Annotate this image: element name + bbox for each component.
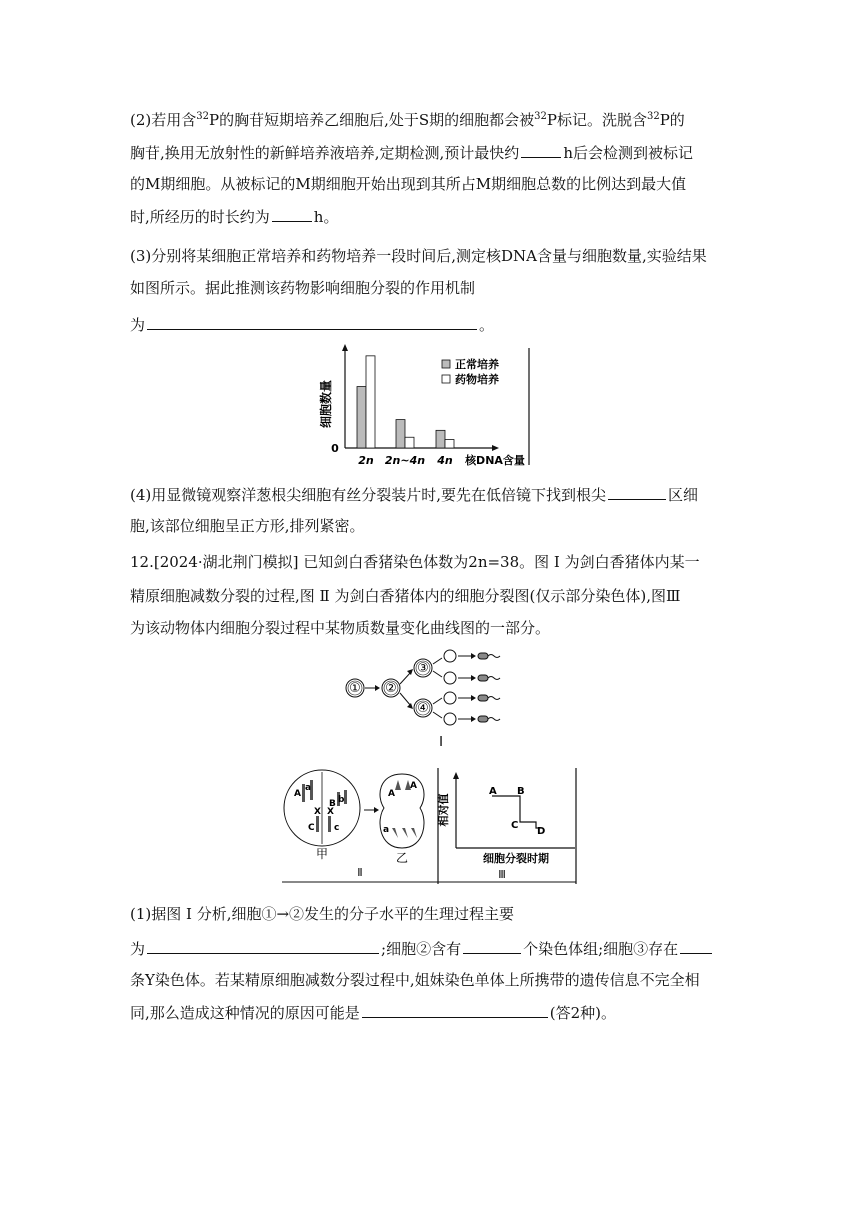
q12-line3: 为该动物体内细胞分裂过程中某物质数量变化曲线图的一部分。	[130, 619, 551, 637]
figure-3-caption: Ⅲ	[498, 868, 506, 881]
answer-blank[interactable]	[608, 484, 666, 500]
answer-blank[interactable]	[147, 314, 477, 330]
svg-text:A: A	[489, 786, 497, 797]
q12-sub1-line4: 同,那么造成这种情况的原因可能是 (答2种)。	[130, 1004, 617, 1022]
cell-jia-label: 甲	[315, 847, 329, 861]
x-tick-label-2: 4n	[437, 454, 453, 467]
cell-3-label: ③	[417, 661, 429, 676]
q11-part3-line1: (3)分别将某细胞正常培养和药物培养一段时间后,测定核DNA含量与细胞数量,实验结果	[130, 247, 707, 265]
q12-sub1-line3: 条Y染色体。若某精原细胞减数分裂过程中,姐妹染色单体上所携带的遗传信息不完全相	[130, 971, 700, 989]
spermatids-and-sperm	[433, 650, 500, 725]
legend-label-normal: 正常培养	[455, 358, 499, 371]
fig3-y-label: 相对值	[437, 793, 450, 827]
bar-normal-1	[396, 420, 405, 448]
svg-text:A: A	[410, 781, 417, 791]
cell-1-label: ①	[349, 681, 361, 696]
bar-drug-1	[405, 437, 414, 448]
svg-text:A: A	[388, 789, 395, 799]
answer-blank[interactable]	[362, 1002, 548, 1018]
bar-normal-2	[436, 430, 445, 448]
q12-line2: 精原细胞减数分裂的过程,图 Ⅱ 为剑白香猪体内的细胞分裂图(仅示部分染色体),图Ⅲ	[130, 587, 681, 605]
answer-blank[interactable]	[147, 938, 379, 954]
svg-text:C: C	[308, 823, 315, 833]
svg-text:B: B	[517, 786, 525, 797]
q11-part3-line3: 为 。	[130, 316, 495, 334]
svg-text:b: b	[338, 795, 345, 805]
q12-line1: 12.[2024·湖北荆门模拟] 已知剑白香猪染色体数为2n=38。图 Ⅰ 为剑白香猪体内某一	[130, 553, 700, 571]
cell-2-label: ②	[385, 681, 397, 696]
dna-content-bar-chart	[300, 340, 540, 470]
cell-4-label: ④	[417, 701, 429, 716]
bar-drug-0	[366, 356, 375, 448]
fig3-x-label: 细胞分裂时期	[483, 852, 549, 865]
q11-part2-line3: 的M期细胞。从被标记的M期细胞开始出现到其所占M期细胞总数的比例达到最大值	[130, 175, 687, 193]
y-axis-arrow	[342, 344, 348, 351]
q11-part4-line2: 胞,该部位细胞呈正方形,排列紧密。	[130, 517, 365, 535]
svg-text:X: X	[314, 807, 321, 817]
cell-yi-label: 乙	[395, 851, 409, 865]
svg-text:c: c	[334, 823, 340, 833]
figure-1-meiosis-process	[336, 646, 536, 752]
svg-text:a: a	[383, 825, 390, 835]
fig3-point-labels	[489, 786, 545, 837]
svg-text:a: a	[305, 783, 312, 793]
svg-text:X: X	[327, 807, 334, 817]
svg-text:C: C	[511, 820, 519, 831]
q11-part2-line2: 胸苷,换用无放射性的新鲜培养液培养,定期检测,预计最快约 h后会检测到被标记	[130, 144, 693, 162]
figure-2-3-group	[280, 766, 590, 888]
answer-blank[interactable]	[463, 938, 521, 954]
x-axis-label: 核DNA含量	[465, 454, 525, 467]
figure-1-caption: Ⅰ	[439, 735, 443, 750]
q11-part3-line2: 如图所示。据此推测该药物影响细胞分裂的作用机制	[130, 279, 476, 297]
origin-label: 0	[331, 442, 339, 455]
y-axis-label: 细胞数量	[319, 379, 333, 429]
legend-label-drug: 药物培养	[455, 373, 499, 386]
cell-yi	[380, 774, 424, 848]
svg-text:D: D	[537, 826, 546, 837]
x-tick-label-1: 2n~4n	[384, 454, 426, 467]
figure-2-caption: Ⅱ	[357, 866, 363, 879]
q12-sub1-line1: (1)据图 Ⅰ 分析,细胞①→②发生的分子水平的生理过程主要	[130, 905, 515, 923]
x-axis-arrow	[492, 445, 499, 451]
legend-swatch-normal	[442, 360, 450, 368]
bar-drug-2	[445, 440, 454, 448]
answer-blank[interactable]	[272, 206, 312, 222]
answer-blank[interactable]	[680, 938, 712, 954]
q11-part2-line1: (2)若用含$^{32}$P的胸苷短期培养乙细胞后,处于S期的细胞都会被$^{32}$P标记。洗脱含$^{32}$P的	[130, 111, 685, 129]
bar-normal-0	[357, 387, 366, 448]
q11-part2-line4: 时,所经历的时长约为 h。	[130, 208, 339, 226]
x-tick-label-0: 2n	[358, 454, 374, 467]
answer-blank[interactable]	[521, 142, 561, 158]
legend-swatch-drug	[442, 375, 450, 383]
q11-part4-line1: (4)用显微镜观察洋葱根尖细胞有丝分裂装片时,要先在低倍镜下找到根尖 区细	[130, 486, 699, 504]
svg-text:A: A	[294, 789, 301, 799]
q12-sub1-line2: 为 ;细胞②含有 个染色体组;细胞③存在	[130, 938, 730, 959]
svg-text:B: B	[329, 799, 336, 809]
